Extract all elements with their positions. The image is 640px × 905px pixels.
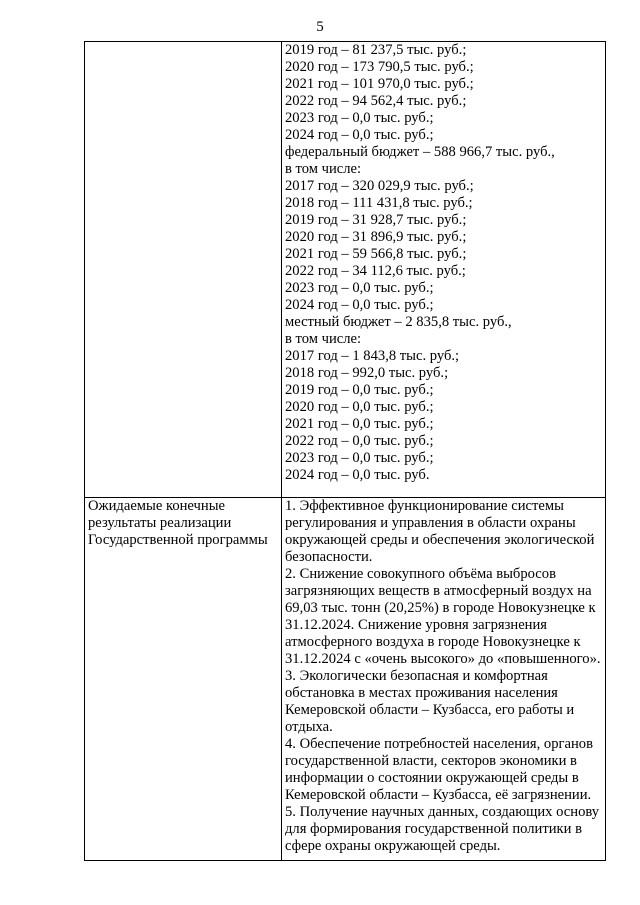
funding-row <box>85 42 606 498</box>
funding-line: 2022 год – 94 562,4 тыс. руб.; <box>285 93 467 109</box>
funding-line: 2017 год – 320 029,9 тыс. руб.; <box>285 178 474 194</box>
funding-line: 2019 год – 81 237,5 тыс. руб.; <box>285 42 467 58</box>
funding-line: 2020 год – 31 896,9 тыс. руб.; <box>285 229 467 245</box>
funding-line: 2019 год – 31 928,7 тыс. руб.; <box>285 212 467 228</box>
result-item: 3. Экологически безопасная и комфортная обстановка в местах проживания населения Кемеровской области – Кузбасса, его работы и отдыха. <box>285 668 575 735</box>
results-values-cell <box>282 498 606 861</box>
page-number: 5 <box>316 19 324 35</box>
result-item: 4. Обеспечение потребностей населения, органов государственной власти, секторов экономики в информации о состоянии окружающей среды в Кемеровской области – Кузбасса, её загрязнении. <box>285 736 593 803</box>
funding-line: федеральный бюджет – 588 966,7 тыс. руб., <box>285 144 555 160</box>
funding-line: 2021 год – 59 566,8 тыс. руб.; <box>285 246 467 262</box>
result-item: 2. Снижение совокупного объёма выбросов загрязняющих веществ в атмосферный воздух на 69,03 тыс. тонн (20,25%) в городе Новокузнецке к 31.12.2024. Снижение уровня загрязнения атмосферного воздуха в городе Новокузнецке к 31.12.2024 с «очень высокого» до «повышенного». <box>285 566 601 667</box>
program-passport-table <box>84 41 606 861</box>
funding-line: 2018 год – 992,0 тыс. руб.; <box>285 365 449 381</box>
funding-line: 2024 год – 0,0 тыс. руб.; <box>285 297 434 313</box>
funding-line: 2023 год – 0,0 тыс. руб.; <box>285 450 434 466</box>
funding-line: 2018 год – 111 431,8 тыс. руб.; <box>285 195 473 211</box>
funding-line: 2021 год – 101 970,0 тыс. руб.; <box>285 76 474 92</box>
funding-line: 2024 год – 0,0 тыс. руб.; <box>285 127 434 143</box>
funding-line: местный бюджет – 2 835,8 тыс. руб., <box>285 314 512 330</box>
result-item: 5. Получение научных данных, создающих основу для формирования государственной политики в сфере охраны окружающей среды. <box>285 804 600 854</box>
funding-line: 2017 год – 1 843,8 тыс. руб.; <box>285 348 460 364</box>
result-item: 1. Эффективное функционирование системы регулирования и управления в области охраны окружающей среды и обеспечения экологической безопасности. <box>285 498 595 565</box>
funding-label-cell <box>85 42 282 498</box>
funding-line: 2019 год – 0,0 тыс. руб.; <box>285 382 434 398</box>
funding-line: в том числе: <box>285 331 362 347</box>
funding-line: 2023 год – 0,0 тыс. руб.; <box>285 110 434 126</box>
funding-line: в том числе: <box>285 161 362 177</box>
funding-line: 2023 год – 0,0 тыс. руб.; <box>285 280 434 296</box>
funding-line: 2022 год – 0,0 тыс. руб.; <box>285 433 434 449</box>
funding-line: 2024 год – 0,0 тыс. руб. <box>285 467 430 483</box>
funding-line: 2021 год – 0,0 тыс. руб.; <box>285 416 434 432</box>
results-label-cell <box>85 498 282 861</box>
funding-line: 2020 год – 0,0 тыс. руб.; <box>285 399 434 415</box>
funding-values-cell <box>282 42 606 498</box>
results-label: Ожидаемые конечные результаты реализации Государственной программы <box>88 498 268 548</box>
funding-line: 2020 год – 173 790,5 тыс. руб.; <box>285 59 474 75</box>
results-row <box>85 498 606 861</box>
funding-line: 2022 год – 34 112,6 тыс. руб.; <box>285 263 466 279</box>
